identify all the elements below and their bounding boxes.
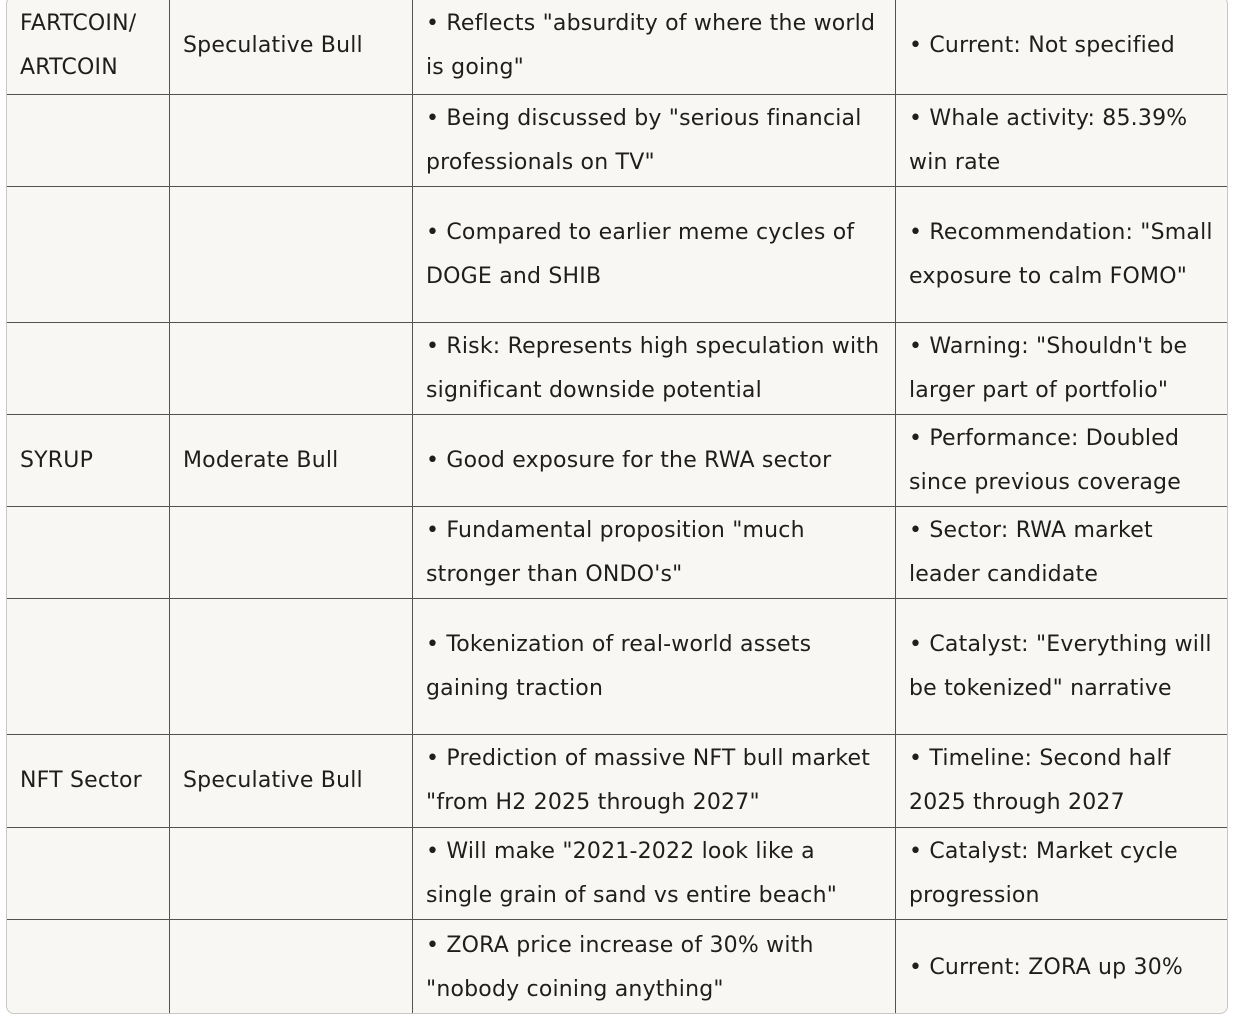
table-row (7, 415, 1229, 507)
asset-cell (7, 599, 170, 735)
asset-cell: SYRUP (7, 415, 170, 507)
table-row (7, 735, 1229, 828)
sentiment-cell (170, 323, 413, 415)
asset-cell (7, 920, 170, 1015)
sentiment-cell (170, 187, 413, 323)
table-row (7, 323, 1229, 415)
metrics-cell: • Catalyst: Market cycle progression (896, 828, 1229, 920)
metrics-cell: • Current: Not specified (896, 0, 1229, 95)
metrics-cell: • Timeline: Second half 2025 through 2027 (896, 735, 1229, 828)
analysis-cell: • Will make "2021-2022 look like a single grain of sand vs entire beach" (413, 828, 896, 920)
sentiment-cell (170, 599, 413, 735)
sentiment-cell: Speculative Bull (170, 735, 413, 828)
sentiment-cell (170, 507, 413, 599)
analysis-cell: • Tokenization of real-world assets gaining traction (413, 599, 896, 735)
analysis-cell: • Risk: Represents high speculation with significant downside potential (413, 323, 896, 415)
analysis-cell: • Compared to earlier meme cycles of DOGE and SHIB (413, 187, 896, 323)
sentiment-cell (170, 920, 413, 1015)
analysis-cell: • Being discussed by "serious financial professionals on TV" (413, 95, 896, 187)
asset-cell (7, 323, 170, 415)
table-row (7, 507, 1229, 599)
table-row (7, 95, 1229, 187)
metrics-cell: • Current: ZORA up 30% (896, 920, 1229, 1015)
metrics-cell: • Catalyst: "Everything will be tokenized" narrative (896, 599, 1229, 735)
sentiment-cell (170, 828, 413, 920)
analysis-cell: • Reflects "absurdity of where the world is going" (413, 0, 896, 95)
analysis-cell: • Good exposure for the RWA sector (413, 415, 896, 507)
analysis-cell: • Prediction of massive NFT bull market "from H2 2025 through 2027" (413, 735, 896, 828)
asset-cell: NFT Sector (7, 735, 170, 828)
table-row (7, 920, 1229, 1015)
asset-cell (7, 828, 170, 920)
analysis-cell: • Fundamental proposition "much stronger than ONDO's" (413, 507, 896, 599)
metrics-cell: • Warning: "Shouldn't be larger part of portfolio" (896, 323, 1229, 415)
metrics-cell: • Performance: Doubled since previous coverage (896, 415, 1229, 507)
asset-cell (7, 507, 170, 599)
metrics-cell: • Sector: RWA market leader candidate (896, 507, 1229, 599)
table-row (7, 599, 1229, 735)
asset-cell (7, 187, 170, 323)
asset-cell (7, 95, 170, 187)
table-row (7, 0, 1229, 95)
sentiment-cell (170, 95, 413, 187)
table-row (7, 828, 1229, 920)
analysis-table-container (6, 0, 1228, 1014)
sentiment-cell: Speculative Bull (170, 0, 413, 95)
metrics-cell: • Recommendation: "Small exposure to calm FOMO" (896, 187, 1229, 323)
metrics-cell: • Whale activity: 85.39% win rate (896, 95, 1229, 187)
asset-cell: FARTCOIN/ ARTCOIN (7, 0, 170, 95)
analysis-table (6, 0, 1228, 1014)
table-row (7, 187, 1229, 323)
sentiment-cell: Moderate Bull (170, 415, 413, 507)
analysis-cell: • ZORA price increase of 30% with "nobody coining anything" (413, 920, 896, 1015)
